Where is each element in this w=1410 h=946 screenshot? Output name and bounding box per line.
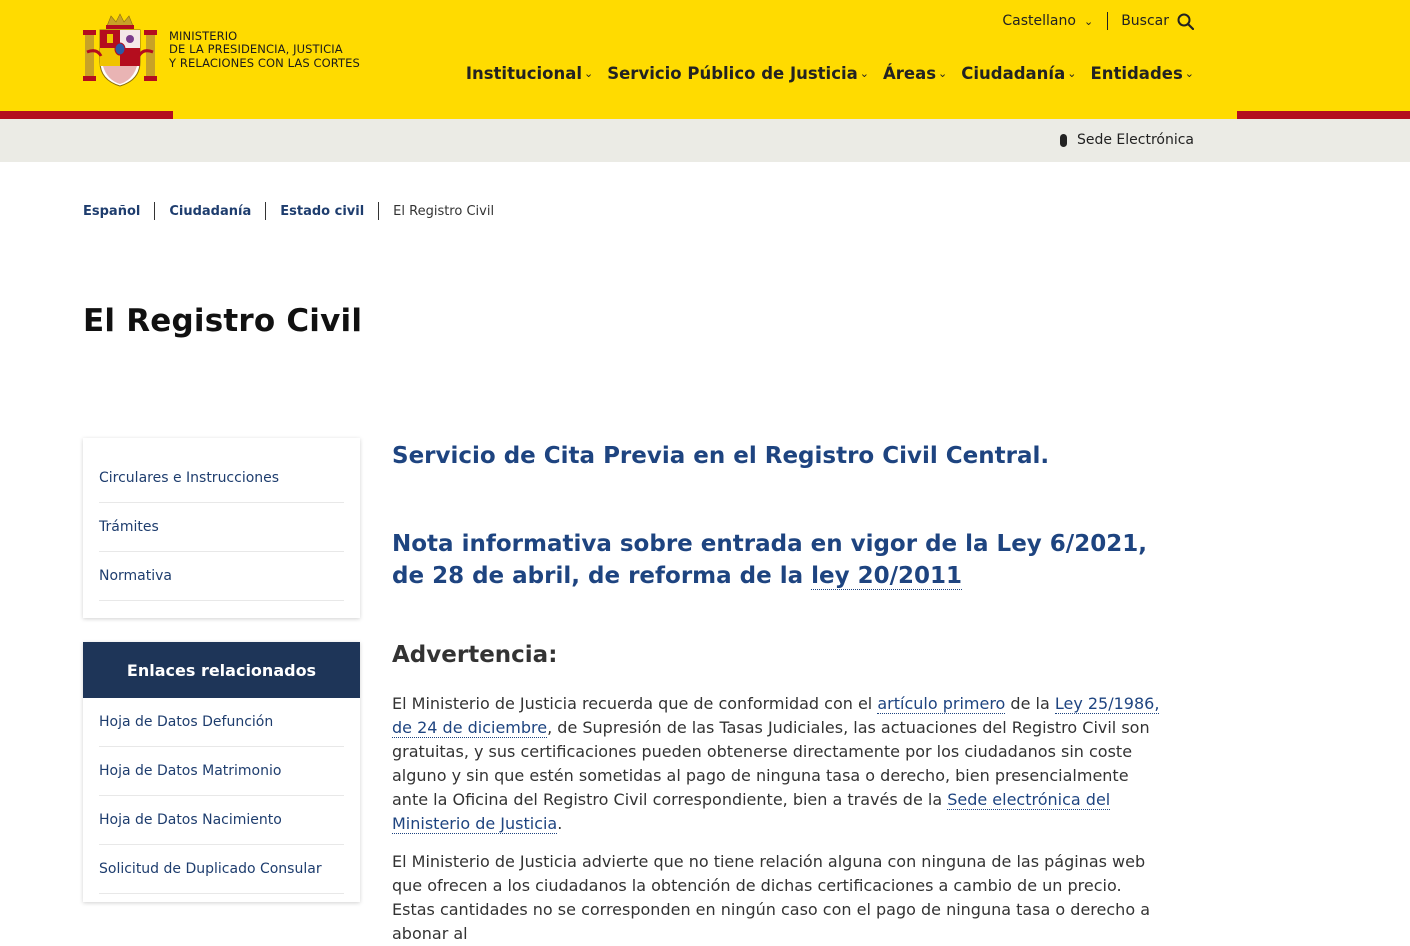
sede-electronica-link[interactable] — [1060, 132, 1194, 148]
text: , de Supresión de las Tasas Judiciales, las actuaciones del Registro Civil son gratuitas, y sus certificaciones pueden obtenerse directamente por los ciudadanos sin coste alguno y sin que estén sometidas al pago de ninguna tasa o derecho, bien presencialmente ante la Oficina del Registro Civil correspondiente, bien a través de la — [392, 718, 1150, 809]
chevron-down-icon: ⌄ — [1067, 67, 1077, 80]
chevron-down-icon: ⌄ — [1184, 67, 1194, 80]
header-stripe — [0, 111, 1410, 119]
page-title: El Registro Civil — [83, 303, 363, 339]
nav-label: Áreas — [882, 64, 937, 83]
related-link-duplicado-consular[interactable]: Solicitud de Duplicado Consular — [99, 845, 344, 894]
ley-20-2011-link[interactable]: ley 20/2011 — [811, 563, 963, 589]
mouse-icon — [1060, 134, 1067, 147]
nota-informativa-text: Nota informativa sobre entrada en vigor de la Ley 6/2021, de 28 de abril, de reforma de la — [392, 531, 1147, 589]
breadcrumb-link-espanol[interactable]: Español — [83, 203, 141, 219]
text: El Ministerio de Justicia recuerda que de conformidad con el — [392, 694, 878, 713]
nav-label: Servicio Público de Justicia — [607, 64, 858, 83]
related-links-panel — [83, 642, 360, 902]
header-stripe-center — [173, 111, 1237, 119]
side-menu — [83, 438, 360, 618]
related-link-nacimiento[interactable]: Hoja de Datos Nacimiento — [99, 796, 344, 845]
language-label: Castellano — [1002, 13, 1076, 29]
nota-informativa-heading — [392, 528, 1162, 592]
site-header — [0, 0, 1410, 111]
language-selector[interactable] — [1002, 13, 1107, 29]
main-content — [392, 438, 1162, 946]
ministry-name-line1: MINISTERIO — [169, 28, 238, 43]
sede-bar — [0, 119, 1410, 162]
breadcrumb-link-estado-civil[interactable]: Estado civil — [280, 203, 365, 219]
advertencia-heading: Advertencia: — [392, 642, 558, 668]
warning-paragraph: El Ministerio de Justicia advierte que no tiene relación alguna con ninguna de las páginas web que ofrecen a los ciudadanos la obtención de dichas certificaciones a cambio de un precio. Estas cantidades no se corresponden en ningún caso con el pago de ninguna tasa o derecho a abonar al — [392, 852, 1150, 943]
sede-label: Sede Electrónica — [1076, 132, 1194, 148]
search-icon — [1177, 13, 1194, 30]
related-links-list — [83, 698, 360, 894]
related-link-defuncion[interactable]: Hoja de Datos Defunción — [99, 698, 344, 747]
side-menu-item-circulares[interactable]: Circulares e Instrucciones — [99, 454, 344, 503]
search-label: Buscar — [1121, 13, 1169, 29]
nav-label: Institucional — [465, 64, 583, 83]
chevron-down-icon: ⌄ — [859, 67, 869, 80]
advertencia-paragraph — [392, 692, 1162, 836]
nav-label: Entidades — [1090, 64, 1183, 83]
nav-item-entidades[interactable] — [1090, 64, 1194, 83]
side-menu-item-tramites[interactable]: Trámites — [99, 503, 344, 552]
main-navigation — [466, 64, 1194, 83]
nav-item-servicio-publico[interactable] — [607, 64, 869, 83]
utility-bar — [1002, 12, 1194, 30]
related-links-title: Enlaces relacionados — [83, 642, 360, 698]
cita-previa-link[interactable]: Servicio de Cita Previa en el Registro Civil Central. — [392, 443, 1050, 469]
breadcrumb-separator — [154, 202, 155, 220]
ministry-name — [169, 30, 360, 71]
coat-of-arms-icon — [83, 12, 157, 88]
breadcrumb-current: El Registro Civil — [393, 203, 495, 219]
chevron-down-icon: ⌄ — [1083, 14, 1094, 28]
ley-25-1986-link[interactable]: Ley 25/1986, de 24 de diciembre — [392, 694, 1160, 737]
related-link-matrimonio[interactable]: Hoja de Datos Matrimonio — [99, 747, 344, 796]
side-menu-item-normativa[interactable]: Normativa — [99, 552, 344, 601]
text: de la — [1005, 694, 1055, 713]
breadcrumb — [83, 202, 494, 220]
breadcrumb-link-ciudadania[interactable]: Ciudadanía — [169, 203, 252, 219]
nav-item-areas[interactable] — [883, 64, 947, 83]
ministry-logo[interactable] — [83, 12, 360, 88]
text: . — [557, 814, 563, 833]
breadcrumb-separator — [265, 202, 266, 220]
nav-label: Ciudadanía — [961, 64, 1066, 83]
ministry-name-line3: Y RELACIONES CON LAS CORTES — [169, 55, 360, 70]
search-button[interactable] — [1108, 13, 1194, 30]
articulo-primero-link[interactable]: artículo primero — [877, 694, 1006, 713]
ministry-name-line2: DE LA PRESIDENCIA, JUSTICIA — [169, 42, 343, 57]
nav-item-institucional[interactable] — [466, 64, 593, 83]
sede-electronica-inline-link[interactable]: Sede electrónica del Ministerio de Justicia — [392, 790, 1111, 833]
chevron-down-icon: ⌄ — [938, 67, 948, 80]
breadcrumb-separator — [378, 202, 379, 220]
nav-item-ciudadania[interactable] — [961, 64, 1076, 83]
chevron-down-icon: ⌄ — [584, 67, 594, 80]
